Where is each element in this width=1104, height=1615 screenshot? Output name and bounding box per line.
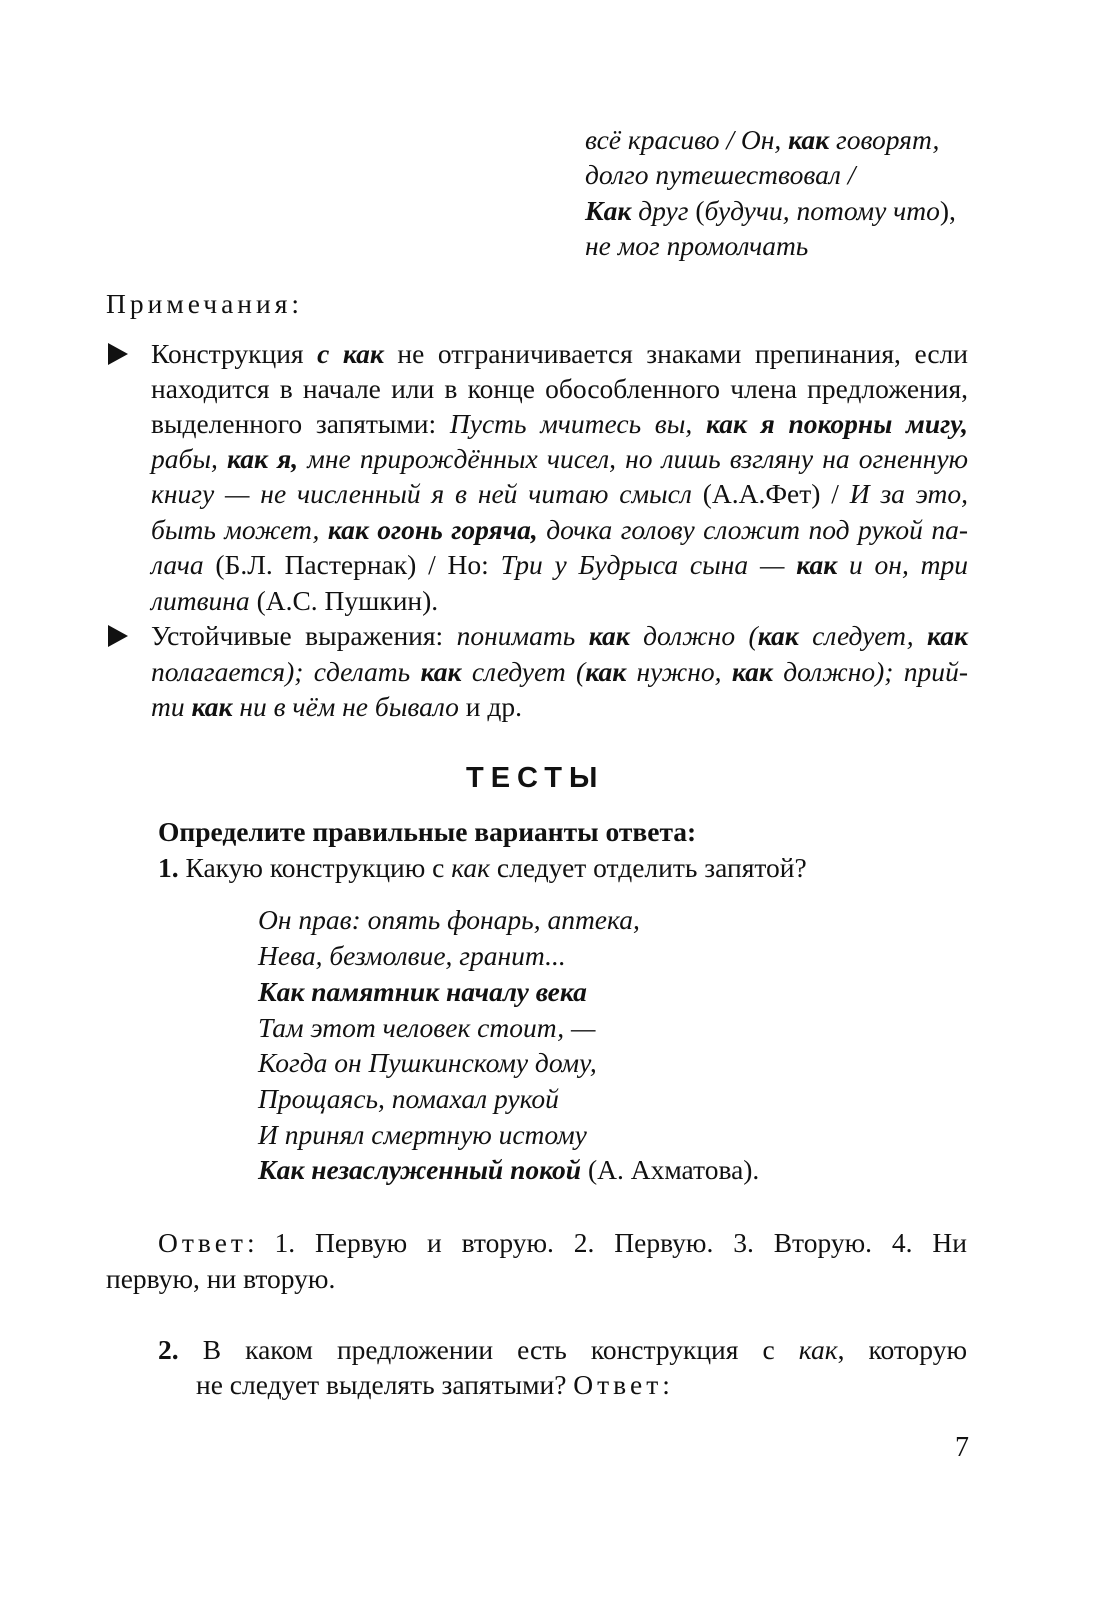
poem-line-6: Прощаясь, помахал рукой [258, 1083, 559, 1114]
tests-title: ТЕСТЫ [466, 762, 605, 794]
epigraph-line-1: всё красиво / Он, как говорят, [585, 124, 940, 155]
epigraph-line-4: не мог промолчать [585, 230, 809, 261]
epigraph-line-3: Как друг (будучи, потому что), [585, 195, 956, 226]
note-1-line-3: выделенного запятыми: Пусть мчитесь вы, как я покорны мигу, [151, 408, 968, 439]
answer-1-line-2: первую, ни вторую. [106, 1263, 336, 1294]
poem-line-1: Он прав: опять фонарь, аптека, [258, 904, 640, 935]
tests-instruction: Определите правильные варианты ответа: [158, 816, 697, 847]
page-number: 7 [955, 1432, 969, 1463]
poem-line-5: Когда он Пушкинскому дому, [258, 1047, 597, 1078]
note-1-line-1: Конструкция с как не отграничивается знаками препинания, если [151, 338, 968, 369]
bullet-arrow-icon [108, 625, 128, 647]
note-1-line-2: находится в начале или в конце обособленного члена предложения, [151, 373, 968, 404]
question-2-line-2: не следует выделять запятыми? Ответ: [196, 1369, 670, 1400]
note-2-line-2: полагается); сделать как следует (как нужно, как должно); прий- [151, 656, 968, 687]
answer-1-line-1: Ответ: 1. Первую и вторую. 2. Первую. 3. Вторую. 4. Ни [158, 1227, 967, 1258]
epigraph-line-2: долго путешествовал / [585, 159, 856, 190]
question-2-line-1: 2. В каком предложении есть конструкция с как, которую [158, 1334, 967, 1365]
bullet-arrow-icon [108, 343, 128, 365]
note-1-line-7: лача (Б.Л. Пастернак) / Но: Три у Будрыса сына — как и он, три [151, 549, 968, 580]
note-1-line-5: книгу — не численный я в ней читаю смысл (А.А.Фет) / И за это, [151, 478, 968, 509]
poem-line-7: И принял смертную истому [258, 1119, 587, 1150]
poem-line-3: Как памятник началу века [258, 976, 587, 1007]
note-2-line-3: ти как ни в чём не бывало и др. [151, 691, 523, 722]
note-1-line-6: быть может, как огонь горяча, дочка голову сложит под рукой па- [151, 514, 968, 545]
poem-line-2: Нева, безмолвие, гранит... [258, 940, 566, 971]
note-1-line-8: литвина (А.С. Пушкин). [151, 585, 439, 616]
question-1: 1. Какую конструкцию с как следует отделить запятой? [158, 852, 807, 883]
poem-line-4: Там этот человек стоит, — [258, 1012, 596, 1043]
notes-heading: Примечания: [106, 288, 300, 319]
note-2-line-1: Устойчивые выражения: понимать как должно (как следует, как [151, 620, 968, 651]
poem-line-8: Как незаслуженный покой (А. Ахматова). [258, 1154, 760, 1185]
note-1-line-4: рабы, как я, мне прирождённых чисел, но лишь взгляну на огненную [151, 443, 968, 474]
